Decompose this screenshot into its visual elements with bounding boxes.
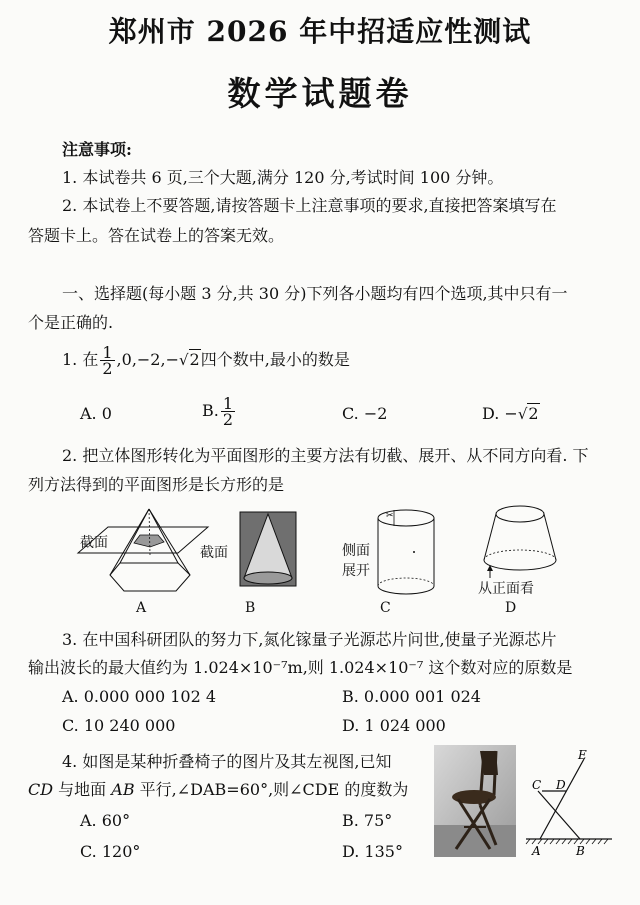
q1-option-d-sqrt-arg: 2 (528, 404, 539, 423)
diagram-label-a: A (532, 844, 541, 858)
q1-option-c: C. −2 (342, 404, 388, 423)
diagram-label-d: D (556, 778, 566, 792)
q1-option-b-fraction (221, 396, 235, 427)
q2-figure-a-label: 截面 (80, 535, 108, 551)
q4-option-a: A. 60° (80, 811, 131, 830)
q2-figure-d-label: 从正面看 (478, 581, 534, 597)
q2-figure-d (476, 500, 566, 580)
q1-option-d-radical: √ (517, 405, 528, 423)
q1-mid: ,0,−2,− (116, 350, 179, 369)
q2-caption-a: A (136, 600, 147, 616)
q1-radical: √ (178, 351, 189, 369)
q3-option-a: A. 0.000 000 102 4 (62, 687, 217, 706)
svg-text:✂: ✂ (386, 511, 394, 521)
notice-heading: 注意事项: (62, 140, 132, 159)
q4-option-c: C. 120° (80, 842, 141, 861)
q2-figure-c-label-1: 侧面 (342, 543, 370, 559)
q4-segment-ab: AB (111, 780, 135, 799)
section-1-heading-line-1: 一、选择题(每小题 3 分,共 30 分)下列各小题均有四个选项,其中只有一 (62, 284, 568, 303)
q1-option-b-num: 1 (222, 394, 234, 413)
q3-option-c: C. 10 240 000 (62, 716, 176, 735)
q1-sqrt-arg: 2 (189, 350, 200, 369)
diagram-label-b: B (576, 844, 585, 858)
diagram-label-e: E (578, 748, 587, 762)
q2-figure-b-label: 截面 (200, 545, 228, 561)
paper-subtitle: 数学试题卷 (227, 74, 413, 113)
folding-chair-photo (434, 745, 516, 857)
q3-stem-line-2: 输出波长的最大值约为 1.024×10⁻⁷m,则 1.024×10⁻⁷ 这个数对应的原数是 (28, 658, 573, 677)
q1-prefix: 1. 在 (62, 350, 99, 369)
q1-option-b (202, 396, 237, 427)
q1-frac-den: 2 (102, 359, 113, 378)
q4-stem-line-2 (28, 780, 408, 800)
q3-stem-line-1: 3. 在中国科研团队的努力下,氮化镓量子光源芯片问世,使量子光源芯片 (62, 630, 557, 649)
question-1-stem (62, 345, 350, 376)
q4-stem-rest: 平行,∠DAB=60°,则∠CDE 的度数为 (134, 780, 409, 799)
q2-caption-c: C (380, 600, 391, 616)
notice-item-2-line-2: 答题卡上。答在试卷上的答案无效。 (28, 226, 285, 245)
q2-figure-c-label-2: 展开 (342, 563, 370, 579)
q4-option-b: B. 75° (342, 811, 393, 830)
q3-option-d: D. 1 024 000 (342, 716, 446, 735)
q2-stem-line-1: 2. 把立体图形转化为平面图形的主要方法有切截、展开、从不同方向看. 下 (62, 446, 589, 465)
q2-stem-line-2: 列方法得到的平面图形是长方形的是 (28, 475, 285, 494)
q4-stem-mid: 与地面 (53, 780, 112, 799)
q1-option-d-prefix: D. − (482, 404, 518, 423)
q4-segment-cd: CD (28, 780, 54, 799)
q1-option-a: A. 0 (80, 404, 112, 423)
q4-option-d: D. 135° (342, 842, 403, 861)
q2-figure-b (238, 510, 300, 590)
q2-figure-c (372, 504, 442, 600)
diagram-label-c: C (532, 778, 542, 792)
exam-title: 郑州市 2026 年中招适应性测试 (108, 15, 532, 48)
q1-frac-num: 1 (102, 343, 113, 362)
chair-side-view-diagram (520, 745, 620, 860)
q1-option-d (482, 404, 540, 424)
q2-figure-a (70, 505, 210, 605)
section-1-heading-line-2: 个是正确的. (28, 313, 114, 332)
notice-item-2-line-1: 2. 本试卷上不要答题,请按答题卡上注意事项的要求,直接把答案填写在 (62, 196, 557, 215)
q1-option-b-den: 2 (222, 410, 234, 429)
q4-stem-line-1: 4. 如图是某种折叠椅子的图片及其左视图,已知 (62, 752, 392, 771)
q3-option-b: B. 0.000 001 024 (342, 687, 481, 706)
q2-caption-b: B (245, 600, 256, 616)
q1-suffix: 四个数中,最小的数是 (200, 350, 350, 369)
q2-caption-d: D (505, 600, 517, 616)
q1-fraction (100, 345, 114, 376)
q1-option-b-prefix: B. (202, 401, 219, 420)
notice-item-1: 1. 本试卷共 6 页,三个大题,满分 120 分,考试时间 100 分钟。 (62, 168, 504, 187)
